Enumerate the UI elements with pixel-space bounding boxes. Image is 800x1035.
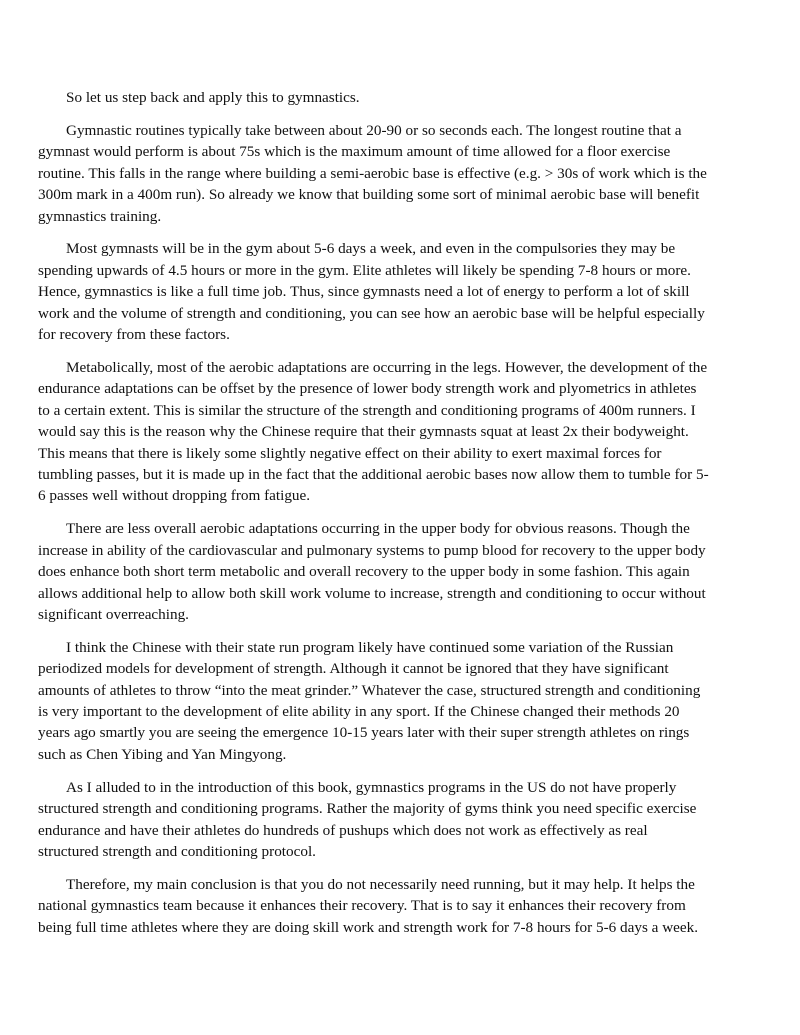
- paragraph-routine-duration: Gymnastic routines typically take between about 20-90 or so seconds each. The longest routine that a gymnast would perform is about 75s which is the maximum amount of time allowed for a floor exercise routine. This falls in the range where building a semi-aerobic base is effective (e.g. > 30s of work which is the 300m mark in a 400m run). So already we know that building some sort of minimal aerobic base will benefit gymnastics training.: [38, 121, 707, 225]
- paragraph-conclusion: Therefore, my main conclusion is that you do not necessarily need running, but it may help. It helps the national gymnastics team because it enhances their recovery. That is to say it enhances their recovery from being full time athletes where they are doing skill work and strength work for 7-8 hours for 5-6 days a week.: [38, 875, 699, 936]
- paragraph-us-programs: As I alluded to in the introduction of this book, gymnastics programs in the US do not have properly structured strength and conditioning programs. Rather the majority of gyms think you need specific exercise endurance and have their athletes do hundreds of pushups which does not work as effectively as real structured strength and conditioning protocol.: [38, 778, 697, 860]
- paragraph-leg-adaptations: Metabolically, most of the aerobic adaptations are occurring in the legs. However, the development of the endurance adaptations can be offset by the presence of lower body strength work and plyometrics in athletes to a certain extent. This is similar the structure of the strength and conditioning programs of 400m runners. I would say this is the reason why the Chinese require that their gymnasts squat at least 2x their bodyweight. This means that there is likely some slightly negative effect on their ability to exert maximal forces for tumbling passes, but it is made up in the fact that the additional aerobic bases now allow them to tumble for 5-6 passes well without dropping from fatigue.: [38, 358, 709, 505]
- paragraph-training-volume: Most gymnasts will be in the gym about 5-6 days a week, and even in the compulsories they may be spending upwards of 4.5 hours or more in the gym. Elite athletes will likely be spending 7-8 hours or more. Hence, gymnastics is like a full time job. Thus, since gymnasts need a lot of energy to perform a lot of skill work and the volume of strength and conditioning, you can see how an aerobic base will be helpful especially for recovery from these factors.: [38, 240, 705, 344]
- paragraph-intro: So let us step back and apply this to gymnastics.: [66, 89, 360, 106]
- paragraph-chinese-program: I think the Chinese with their state run program likely have continued some variation of the Russian periodized models for development of strength. Although it cannot be ignored that they have significant amounts of athletes to throw “into the meat grinder.” Whatever the case, structured strength and conditioning is very important to the development of elite ability in any sport. If the Chinese changed their methods 20 years ago smartly you are seeing the emergence 10-15 years later with their super strength athletes on rings such as Chen Yibing and Yan Mingyong.: [38, 638, 701, 763]
- paragraph-upper-body: There are less overall aerobic adaptations occurring in the upper body for obvious reasons. Though the increase in ability of the cardiovascular and pulmonary systems to pump blood for recovery to the upper body does enhance both short term metabolic and overall recovery to the upper body in some fashion. This again allows additional help to allow both skill work volume to increase, strength and conditioning to occur without significant overreaching.: [38, 520, 706, 623]
